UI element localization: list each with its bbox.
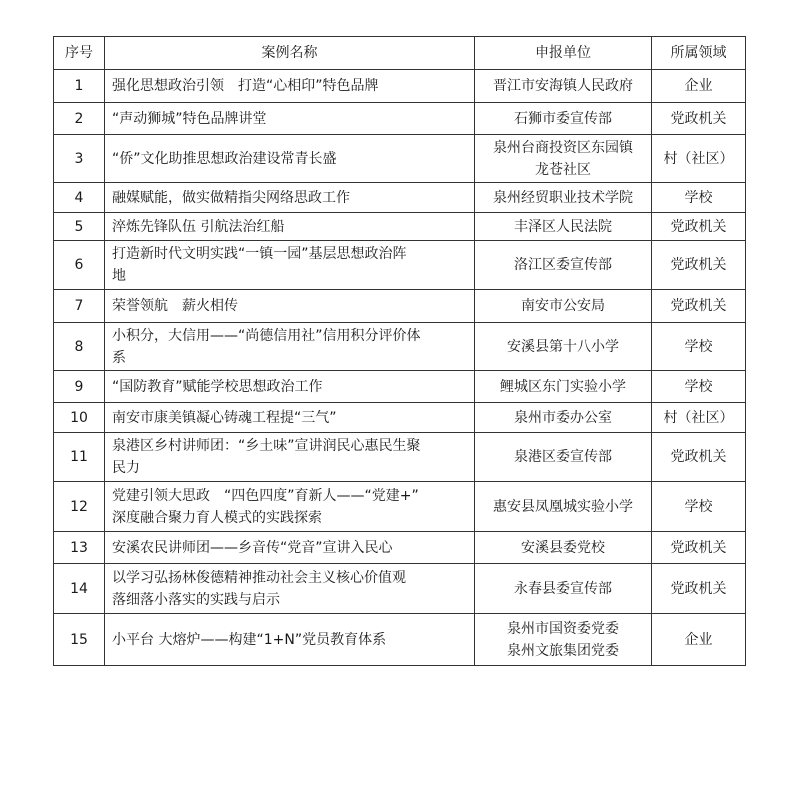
case-name-line: 地 bbox=[112, 268, 126, 284]
case-name-line: “侨”文化助推思想政治建设常青长盛 bbox=[112, 150, 337, 167]
cell-case-name bbox=[105, 371, 475, 403]
cell-field: 党政机关 bbox=[652, 103, 746, 135]
cell-no: 7 bbox=[54, 290, 105, 323]
cell-case-name bbox=[105, 70, 475, 103]
cell-field: 党政机关 bbox=[652, 532, 746, 564]
case-name-line: 落细落小落实的实践与启示 bbox=[112, 591, 280, 608]
cell-no: 9 bbox=[54, 371, 105, 403]
cell-unit bbox=[475, 103, 652, 135]
cell-no: 10 bbox=[54, 403, 105, 433]
cell-unit bbox=[475, 241, 652, 290]
cell-unit bbox=[475, 403, 652, 433]
unit-line: 鲤城区东门实验小学 bbox=[500, 378, 626, 395]
cell-unit bbox=[475, 70, 652, 103]
header-unit: 申报单位 bbox=[475, 37, 652, 70]
cell-field: 党政机关 bbox=[652, 241, 746, 290]
table-row bbox=[54, 290, 746, 323]
unit-line: 洛江区委宣传部 bbox=[514, 257, 612, 273]
cell-unit bbox=[475, 135, 652, 183]
header-field: 所属领域 bbox=[652, 37, 746, 70]
unit-line: 晋江市安海镇人民政府 bbox=[493, 78, 633, 94]
cell-unit bbox=[475, 290, 652, 323]
cell-no: 2 bbox=[54, 103, 105, 135]
unit-line: 泉州台商投资区东园镇 bbox=[493, 139, 633, 156]
unit-line: 泉州文旅集团党委 bbox=[507, 642, 619, 659]
unit-line: 龙苍社区 bbox=[535, 161, 591, 178]
cell-case-name bbox=[105, 433, 475, 482]
table-row bbox=[54, 135, 746, 183]
cell-case-name bbox=[105, 103, 475, 135]
cell-unit bbox=[475, 213, 652, 241]
cell-field: 学校 bbox=[652, 371, 746, 403]
table-row bbox=[54, 70, 746, 103]
cell-field: 学校 bbox=[652, 482, 746, 532]
cell-no: 5 bbox=[54, 213, 105, 241]
cell-case-name bbox=[105, 532, 475, 564]
case-name-line: 强化思想政治引领 打造“心相印”特色品牌 bbox=[112, 78, 379, 94]
cell-no: 14 bbox=[54, 564, 105, 614]
cell-no: 13 bbox=[54, 532, 105, 564]
case-name-line: 打造新时代文明实践“一镇一园”基层思想政治阵 bbox=[112, 246, 407, 262]
table-row bbox=[54, 183, 746, 213]
cell-no: 11 bbox=[54, 433, 105, 482]
case-name-line: 泉港区乡村讲师团：“乡土味”宣讲润民心惠民生聚 bbox=[112, 438, 421, 454]
cell-field: 村（社区） bbox=[652, 403, 746, 433]
cell-unit bbox=[475, 433, 652, 482]
cell-case-name bbox=[105, 290, 475, 323]
cell-unit bbox=[475, 183, 652, 213]
case-table bbox=[53, 36, 746, 666]
table-row bbox=[54, 564, 746, 614]
cell-unit bbox=[475, 482, 652, 532]
case-name-line: “声动狮城”特色品牌讲堂 bbox=[112, 110, 267, 127]
cell-no: 6 bbox=[54, 241, 105, 290]
cell-no: 8 bbox=[54, 323, 105, 371]
cell-case-name bbox=[105, 183, 475, 213]
cell-field: 党政机关 bbox=[652, 564, 746, 614]
case-name-line: 融媒赋能，做实做精指尖网络思政工作 bbox=[112, 189, 350, 206]
table-row bbox=[54, 103, 746, 135]
cell-no: 1 bbox=[54, 70, 105, 103]
case-name-line: 淬炼先锋队伍 引航法治红船 bbox=[112, 218, 285, 235]
unit-line: 泉州经贸职业技术学院 bbox=[493, 189, 633, 206]
unit-line: 永春县委宣传部 bbox=[514, 580, 612, 597]
unit-line: 石狮市委宣传部 bbox=[514, 110, 612, 127]
unit-line: 安溪县第十八小学 bbox=[507, 338, 619, 355]
header-row bbox=[54, 37, 746, 70]
unit-line: 安溪县委党校 bbox=[521, 539, 605, 556]
cell-case-name bbox=[105, 135, 475, 183]
cell-field: 村（社区） bbox=[652, 135, 746, 183]
table-body bbox=[54, 70, 746, 666]
cell-field: 企业 bbox=[652, 614, 746, 666]
table-row bbox=[54, 241, 746, 290]
unit-line: 泉州市委办公室 bbox=[514, 409, 612, 426]
unit-line: 丰泽区人民法院 bbox=[514, 218, 612, 235]
case-name-line: 安溪农民讲师团——乡音传“党音”宣讲入民心 bbox=[112, 539, 393, 556]
cell-field: 企业 bbox=[652, 70, 746, 103]
cell-no: 15 bbox=[54, 614, 105, 666]
table-row bbox=[54, 213, 746, 241]
cell-no: 4 bbox=[54, 183, 105, 213]
case-name-line: 小平台 大熔炉——构建“1+N”党员教育体系 bbox=[112, 631, 387, 648]
cell-unit bbox=[475, 371, 652, 403]
cell-unit bbox=[475, 614, 652, 666]
case-name-line: 系 bbox=[112, 349, 126, 366]
case-name-line: 以学习弘扬林俊德精神推动社会主义核心价值观 bbox=[112, 569, 406, 586]
case-name-line: 南安市康美镇凝心铸魂工程提“三气” bbox=[112, 409, 337, 426]
unit-line: 泉港区委宣传部 bbox=[514, 449, 612, 465]
cell-case-name bbox=[105, 213, 475, 241]
table-row bbox=[54, 371, 746, 403]
cell-field: 学校 bbox=[652, 323, 746, 371]
cell-no: 3 bbox=[54, 135, 105, 183]
unit-line: 泉州市国资委党委 bbox=[507, 620, 619, 637]
cell-case-name bbox=[105, 241, 475, 290]
header-name: 案例名称 bbox=[105, 37, 475, 70]
cell-field: 党政机关 bbox=[652, 213, 746, 241]
cell-case-name bbox=[105, 403, 475, 433]
table-row bbox=[54, 532, 746, 564]
table-row bbox=[54, 433, 746, 482]
case-name-line: 小积分，大信用——“尚德信用社”信用积分评价体 bbox=[112, 327, 421, 344]
table-row bbox=[54, 323, 746, 371]
cell-field: 党政机关 bbox=[652, 290, 746, 323]
case-name-line: 民力 bbox=[112, 460, 140, 476]
cell-case-name bbox=[105, 323, 475, 371]
case-name-line: “国防教育”赋能学校思想政治工作 bbox=[112, 378, 323, 395]
unit-line: 南安市公安局 bbox=[521, 298, 605, 314]
cell-case-name bbox=[105, 482, 475, 532]
table-row bbox=[54, 403, 746, 433]
unit-line: 惠安县凤凰城实验小学 bbox=[493, 498, 633, 515]
cell-case-name bbox=[105, 614, 475, 666]
cell-field: 学校 bbox=[652, 183, 746, 213]
case-name-line: 深度融合聚力育人模式的实践探索 bbox=[112, 509, 322, 526]
table-row bbox=[54, 482, 746, 532]
cell-case-name bbox=[105, 564, 475, 614]
cell-field: 党政机关 bbox=[652, 433, 746, 482]
cell-unit bbox=[475, 323, 652, 371]
cell-unit bbox=[475, 564, 652, 614]
cell-unit bbox=[475, 532, 652, 564]
header-no: 序号 bbox=[54, 37, 105, 70]
case-name-line: 荣誉领航 薪火相传 bbox=[112, 298, 238, 314]
cell-no: 12 bbox=[54, 482, 105, 532]
case-name-line: 党建引领大思政 “四色四度”育新人——“党建+” bbox=[112, 487, 419, 504]
table-row bbox=[54, 614, 746, 666]
